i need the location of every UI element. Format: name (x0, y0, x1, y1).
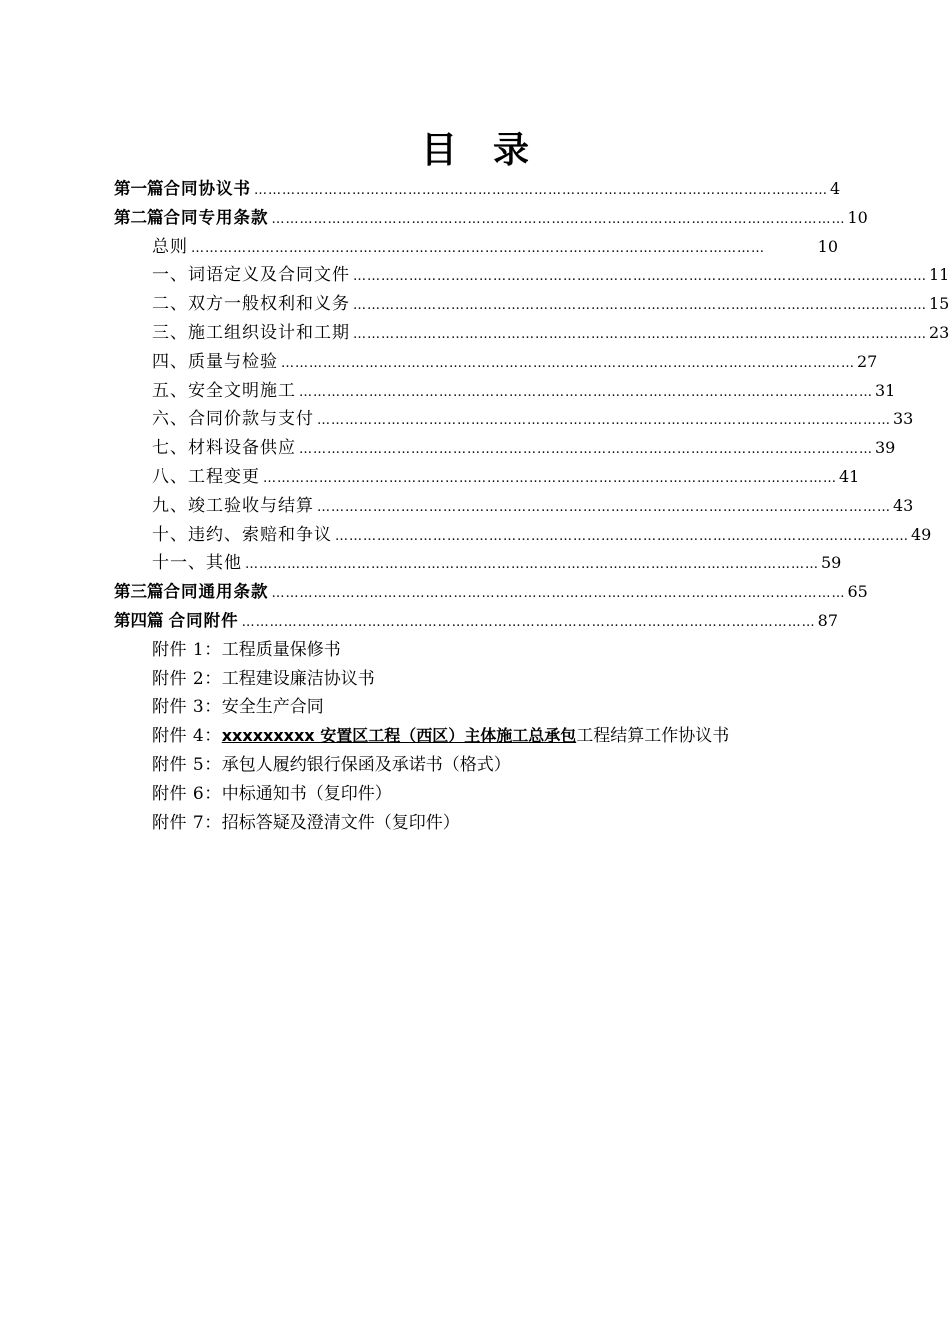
toc-part-label: 第三篇 (114, 582, 164, 602)
toc-part-label: 第一篇 (114, 179, 164, 198)
toc-section-title: 总则 (152, 236, 188, 257)
toc-page-number: 27 (857, 351, 878, 371)
toc-part-label: 第二篇 (114, 207, 164, 227)
toc-section[interactable] (114, 492, 914, 521)
toc-annex-2[interactable] (114, 665, 838, 694)
dot-leader: …………………………………………………………………………………………………………… (317, 499, 891, 515)
toc-page-number: 59 (821, 553, 842, 573)
toc-annex-4[interactable] (114, 722, 838, 751)
toc-page-number: 23 (929, 322, 950, 342)
toc-section[interactable] (114, 377, 896, 406)
dot-leader: …………………………………………………………………………………………………………… (263, 470, 837, 486)
annex-prefix: 附件 4： (152, 726, 222, 747)
annex-title: 工程结算工作协议书 (576, 726, 730, 747)
toc-page-number: 11 (929, 265, 950, 285)
toc-section[interactable] (114, 319, 950, 348)
toc-section[interactable] (114, 549, 842, 578)
toc-section-title: 五、安全文明施工 (152, 380, 296, 401)
dot-leader: …………………………………………………………………………………………………………… (353, 298, 927, 314)
annex-prefix: 附件 6： (152, 783, 222, 804)
annex-title: 承包人履约银行保函及承诺书（格式） (221, 754, 511, 775)
annex-prefix: 附件 3： (152, 697, 222, 718)
annex-prefix: 附件 7： (152, 812, 222, 833)
toc-annex-3[interactable] (114, 693, 838, 722)
annex-title: 招标答疑及澄清文件（复印件） (221, 812, 460, 833)
annex-prefix: 附件 5： (152, 754, 222, 775)
annex-prefix: 附件 1： (152, 639, 222, 660)
toc-section[interactable] (114, 233, 838, 262)
dot-leader: …………………………………………………………………………………………………………… (353, 326, 927, 342)
toc-page-number: 41 (839, 466, 860, 486)
annex-underlined-project-name: xxxxxxxxx 安置区工程（西区）主体施工总承包 (221, 726, 577, 746)
toc-section-title: 四、质量与检验 (152, 351, 278, 372)
dot-leader: …………………………………………………………………………………………………………… (191, 240, 765, 256)
toc-page-number: 10 (847, 207, 868, 227)
dot-leader: …………………………………………………………………………………………………………… (254, 183, 828, 198)
toc-section-title: 一、词语定义及合同文件 (152, 265, 350, 286)
toc-part-label: 第四篇 (114, 610, 164, 630)
toc-section-title: 六、合同价款与支付 (152, 409, 314, 430)
toc-part-3[interactable] (114, 578, 868, 607)
toc-page-number: 31 (875, 380, 896, 400)
dot-leader: …………………………………………………………………………………………………………… (241, 614, 816, 630)
toc-section[interactable] (114, 434, 896, 463)
toc-page-number: 10 (817, 236, 838, 256)
toc-page-number: 39 (875, 438, 896, 458)
toc-section-title: 二、双方一般权利和义务 (152, 294, 350, 315)
toc-section[interactable] (114, 290, 950, 319)
toc-part-4[interactable] (114, 607, 838, 636)
toc-section[interactable] (114, 463, 860, 492)
toc-section-title: 九、竣工验收与结算 (152, 495, 314, 516)
toc-part-1[interactable] (114, 175, 841, 204)
dot-leader: …………………………………………………………………………………………………………… (353, 269, 927, 285)
toc-page-number: 49 (911, 524, 932, 544)
toc-section-title: 八、工程变更 (152, 466, 260, 487)
toc-annex-6[interactable] (114, 780, 838, 809)
dot-leader: …………………………………………………………………………………………………………… (299, 442, 873, 458)
toc-part-title: 合同通用条款 (163, 582, 269, 602)
toc-section[interactable] (114, 405, 914, 434)
toc-page-number: 65 (847, 582, 868, 602)
dot-leader: …………………………………………………………………………………………………………… (335, 528, 909, 544)
toc-annex-1[interactable] (114, 636, 838, 665)
toc-page-number: 87 (817, 610, 838, 630)
title-char-2: 录 (493, 130, 530, 171)
table-of-contents (114, 175, 950, 837)
dot-leader: …………………………………………………………………………………………………………… (299, 384, 873, 400)
toc-section-title: 十、违约、索赔和争议 (152, 524, 332, 545)
annex-prefix: 附件 2： (152, 668, 222, 689)
dot-leader: …………………………………………………………………………………………………………… (271, 586, 846, 602)
dot-leader: …………………………………………………………………………………………………………… (245, 557, 819, 573)
dot-leader: …………………………………………………………………………………………………………… (271, 211, 846, 227)
toc-section-title: 十一、其他 (152, 553, 242, 574)
toc-part-title: 合同专用条款 (163, 207, 269, 227)
toc-annex-7[interactable] (114, 809, 838, 838)
toc-page-number: 15 (929, 294, 950, 314)
toc-section[interactable] (114, 261, 950, 290)
title-char-1: 目 (420, 130, 457, 171)
dot-leader: …………………………………………………………………………………………………………… (281, 355, 855, 371)
toc-page-number: 43 (893, 495, 914, 515)
annex-title: 中标通知书（复印件） (221, 783, 392, 804)
toc-part-title: 合同协议书 (163, 179, 251, 198)
page-title (0, 122, 950, 173)
toc-part-title: 合同附件 (168, 610, 239, 630)
toc-section-title: 七、材料设备供应 (152, 438, 296, 459)
dot-leader: …………………………………………………………………………………………………………… (317, 413, 891, 429)
toc-section-title: 三、施工组织设计和工期 (152, 322, 350, 343)
toc-page-number: 4 (830, 179, 841, 198)
toc-section[interactable] (114, 521, 932, 550)
annex-title: 安全生产合同 (221, 697, 324, 718)
toc-page-number: 33 (893, 409, 914, 429)
toc-part-2[interactable] (114, 204, 868, 233)
annex-title: 工程质量保修书 (221, 639, 341, 660)
annex-title: 工程建设廉洁协议书 (221, 668, 375, 689)
toc-annex-5[interactable] (114, 751, 838, 780)
toc-section[interactable] (114, 348, 878, 377)
